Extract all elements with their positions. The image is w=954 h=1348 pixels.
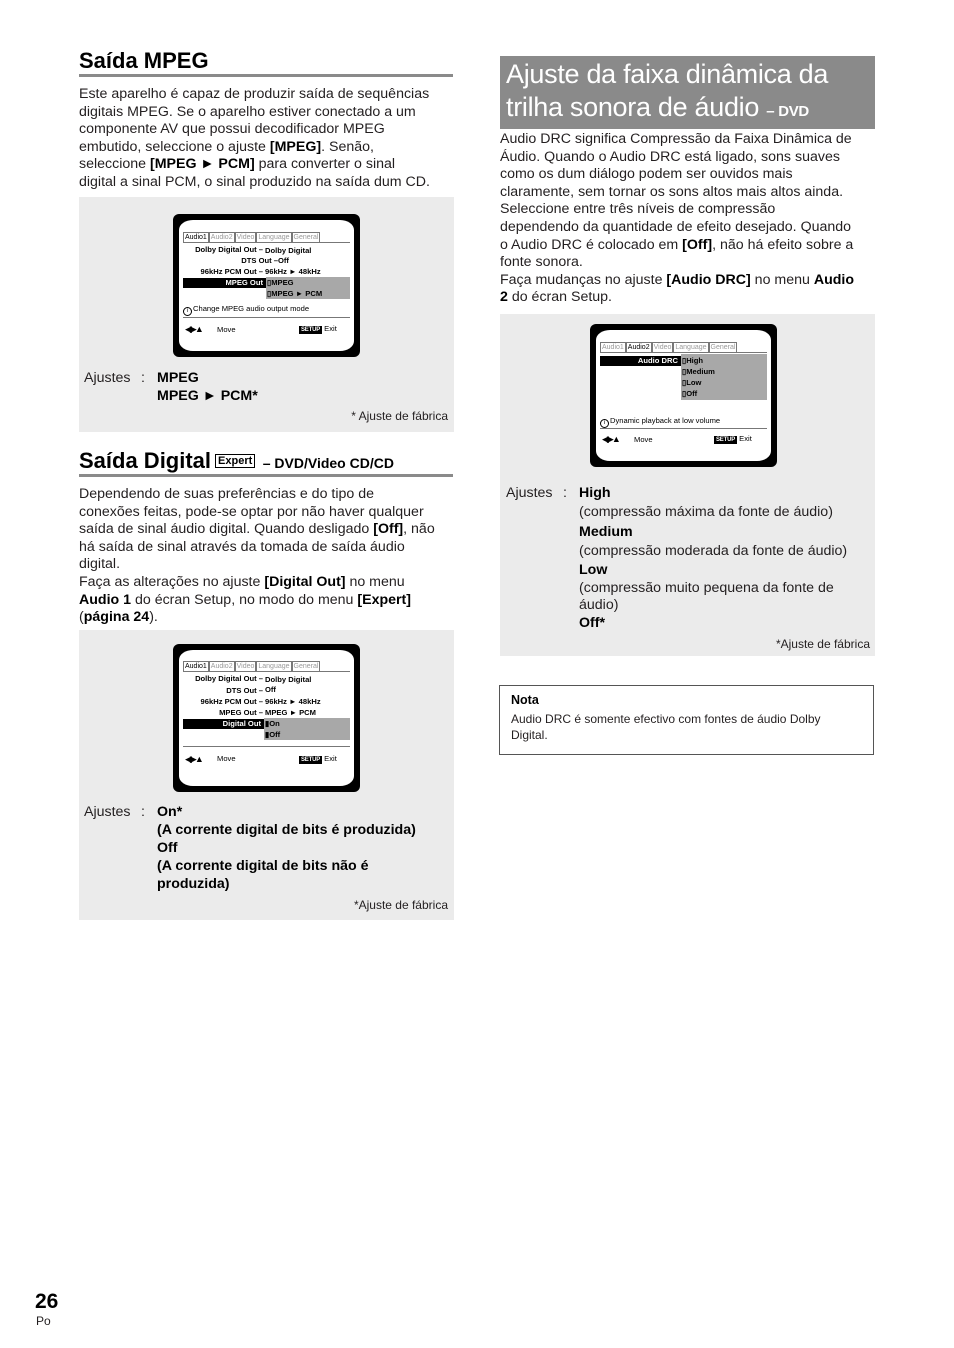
osd-tab-video: Video [236, 663, 255, 670]
ajustes-values [157, 369, 258, 405]
osd-row-value: Dolby Digital [265, 246, 312, 255]
note-text [511, 711, 866, 743]
osd-selected-item: Audio DRC [600, 356, 681, 366]
osd-row-value: MPEG ► PCM [265, 708, 316, 717]
drc-body-line: como os dum diálogo podem ser ouvidos mais [500, 166, 793, 183]
digital-section-title: Saída Digital [79, 448, 212, 473]
setting-value: Off [157, 840, 178, 856]
drc-body-line: Faça mudanças no ajuste [Audio DRC] no menu Audio [500, 271, 855, 288]
osd-tab-audio2: Audio2 [210, 234, 233, 241]
osd-divider [183, 317, 350, 318]
osd-option: ▯Off [682, 389, 698, 398]
osd-exit-hint [299, 754, 337, 764]
osd-option-label: Low [686, 378, 702, 387]
arrow-keys-icon: ◀▶▲ [185, 324, 202, 334]
setting-value: Low [579, 562, 608, 579]
osd-row-value: 96kHz ► 48kHz [265, 267, 321, 276]
setup-key-icon: SETUP [716, 437, 736, 443]
digital-settings-panel [79, 630, 454, 920]
setting-value: Off* [579, 615, 606, 632]
osd-info [183, 304, 309, 316]
drc-body-line: Seleccione entre três níveis de compressão [500, 201, 776, 218]
drc-title-banner [500, 56, 875, 129]
ajustes-label: Ajustes [84, 804, 131, 820]
setting-description: áudio) [579, 597, 619, 614]
osd-tab-audio1: Audio1 [602, 344, 624, 351]
osd-option-label: MPEG [271, 278, 294, 287]
mpeg-tv-screen [173, 214, 360, 357]
mpeg-settings-panel [79, 197, 454, 432]
note-line: Digital. [511, 728, 548, 742]
osd-move-label: Move [634, 435, 653, 444]
osd-tab-general: General [710, 344, 736, 351]
osd-divider [600, 428, 767, 429]
osd-tab-bar [183, 232, 320, 242]
osd-option: ▯High [682, 356, 704, 365]
setting-value: Medium [579, 523, 633, 540]
osd-row-label: 96kHz PCM Out – [200, 267, 263, 276]
setup-key-icon: SETUP [301, 757, 321, 763]
ajustes-colon: : [141, 804, 145, 820]
osd-exit-label: Exit [324, 754, 337, 763]
osd-row-label: MPEG Out – [219, 708, 263, 717]
mpeg-body-line: componente AV que possui decodificador MPEG [79, 121, 385, 138]
drc-body-line: claramente, sem tornar os sons altos mais altos ainda. [500, 183, 844, 200]
osd-option-label: On [269, 719, 280, 728]
note-box [499, 685, 874, 755]
osd-info-text: Dynamic playback at low volume [610, 416, 721, 425]
setting-value: MPEG [157, 370, 199, 386]
mpeg-title-rule [79, 74, 453, 77]
osd-divider [600, 352, 767, 353]
osd-divider [183, 671, 350, 672]
osd-option-label: Medium [686, 367, 715, 376]
mpeg-section-title: Saída MPEG [79, 48, 209, 73]
setting-description: produzida) [157, 876, 230, 892]
osd-info [600, 416, 720, 428]
osd-row-label: 96kHz PCM Out – [200, 697, 263, 706]
info-icon: i [183, 307, 192, 316]
setting-value: High [579, 485, 611, 501]
osd-row-value: Dolby Digital [265, 675, 312, 684]
osd-exit-label: Exit [739, 434, 752, 443]
osd-tab-language: Language [675, 344, 707, 351]
setting-value: On* [157, 804, 183, 820]
ajustes-label: Ajustes [84, 370, 131, 386]
digital-body-line: Dependendo de suas preferências e do tipo de [79, 486, 375, 502]
drc-title-line: Ajuste da faixa dinâmica da [506, 59, 829, 89]
osd-row-label: Dolby Digital Out – [195, 674, 263, 683]
ajustes-label: Ajustes [506, 485, 553, 501]
digital-section-subtitle: – DVD/Video CD/CD [262, 455, 394, 471]
osd-tab-language: Language [258, 234, 290, 241]
osd-option: ▯Medium [682, 367, 715, 376]
digital-section-heading [79, 448, 394, 474]
mpeg-body-line: seleccione [MPEG ► PCM] para converter o sinal [79, 156, 396, 173]
osd-tab-bar [183, 661, 320, 671]
setting-description: (compressão máxima da fonte de áudio) [579, 504, 833, 521]
info-icon: i [600, 419, 609, 428]
mpeg-body-line: digitais MPEG. Se o aparelho estiver conectado a um [79, 103, 416, 120]
osd-row-value: Off [278, 256, 289, 265]
factory-default-note: * Ajuste de fábrica [351, 409, 448, 423]
osd-move-label: Move [217, 754, 236, 763]
drc-title-suffix: – DVD [766, 103, 809, 120]
osd-exit-hint [299, 324, 337, 334]
osd-tab-audio2: Audio2 [210, 663, 233, 670]
digital-body [79, 486, 459, 627]
osd-option: ▯MPEG [267, 278, 294, 287]
digital-body-line: digital. [79, 556, 121, 573]
osd-option-label: Off [269, 730, 281, 739]
note-line: Audio DRC é somente efectivo com fontes de áudio Dolby [511, 712, 821, 726]
osd-row-label: DTS Out – [226, 686, 263, 695]
mpeg-body-line: Este aparelho é capaz de produzir saída de sequências [79, 86, 430, 102]
osd-tab-audio1: Audio1 [185, 663, 207, 670]
osd-divider [183, 746, 350, 747]
osd-option-label: Off [686, 389, 698, 398]
osd-tab-audio1: Audio1 [185, 234, 207, 241]
osd-option: ▮On [265, 719, 280, 728]
osd-info-text: Change MPEG audio output mode [193, 304, 310, 313]
note-title: Nota [511, 693, 539, 707]
drc-body [500, 131, 880, 307]
osd-row-label: Dolby Digital Out – [195, 245, 263, 254]
osd-row-value: 96kHz ► 48kHz [265, 697, 321, 706]
osd-divider [183, 242, 350, 243]
osd-row-label: DTS Out – [241, 256, 278, 265]
drc-body-line: Audio DRC significa Compressão da Faixa Dinâmica de [500, 131, 852, 147]
digital-body-line: saída de sinal áudio digital. Quando desligado [Off], não [79, 521, 435, 538]
page-number: 26 [35, 1290, 59, 1313]
osd-tab-general: General [293, 234, 319, 241]
osd-option-label: High [686, 356, 704, 365]
setting-description: (compressão moderada da fonte de áudio) [579, 542, 848, 559]
mpeg-body [79, 86, 459, 192]
setup-key-icon: SETUP [301, 327, 321, 333]
osd-option: ▯MPEG ► PCM [267, 289, 323, 298]
digital-body-line: Audio 1 do écran Setup, no modo do menu [Expert] [79, 591, 412, 608]
mpeg-body-line: embutido, seleccione o ajuste [MPEG]. Senão, [79, 138, 374, 155]
mpeg-body-line: digital a sinal PCM, o sinal produzido na saída dum CD. [79, 173, 430, 190]
osd-move-label: Move [217, 325, 236, 334]
drc-title-line: trilha sonora de áudio [506, 92, 760, 122]
ajustes-values [579, 484, 847, 634]
osd-tab-video: Video [236, 234, 255, 241]
page-language-code: Po [36, 1314, 51, 1328]
osd-tab-audio2: Audio2 [627, 344, 650, 351]
drc-body-line: 2 do écran Setup. [500, 289, 613, 306]
drc-body-line: o Audio DRC é colocado em [Off], não há efeito sobre a [500, 236, 854, 253]
digital-body-line: há saída de sinal através da tomada de saída áudio [79, 538, 405, 555]
osd-tab-bar [600, 342, 737, 352]
ajustes-colon: : [141, 370, 145, 386]
drc-body-line: fonte sonora. [500, 254, 583, 271]
setting-description: (compressão muito pequena da fonte de [579, 580, 834, 597]
digital-body-line: Faça as alterações no ajuste [Digital Out] no menu [79, 573, 405, 590]
expert-badge: Expert [215, 454, 255, 468]
osd-exit-label: Exit [324, 324, 337, 333]
osd-exit-hint [714, 434, 752, 444]
osd-row-value: Off [265, 685, 276, 694]
drc-body-line: Áudio. Quando o Audio DRC está ligado, sons suaves [500, 148, 840, 165]
setting-description: (A corrente digital de bits não é [157, 858, 369, 874]
osd-selected-item: MPEG Out [183, 278, 266, 288]
factory-default-note: *Ajuste de fábrica [353, 898, 448, 912]
ajustes-colon: : [563, 485, 567, 501]
digital-body-line: conexões feitas, pode-se optar por não haver qualquer [79, 503, 424, 520]
arrow-keys-icon: ◀▶▲ [185, 754, 202, 764]
digital-body-line: (página 24). [79, 609, 158, 626]
ajustes-values [157, 803, 416, 893]
factory-default-note: *Ajuste de fábrica [775, 637, 870, 651]
drc-tv-screen [590, 324, 777, 467]
osd-option: ▯Low [682, 378, 702, 387]
digital-tv-screen [173, 644, 360, 792]
osd-tab-language: Language [258, 663, 290, 670]
osd-option: ▮Off [265, 730, 281, 739]
drc-body-line: dependendo da quantidade de efeito desejado. Quando [500, 218, 852, 235]
setting-value: MPEG ► PCM* [157, 388, 258, 404]
osd-option-label: MPEG ► PCM [271, 289, 323, 298]
drc-title [506, 58, 828, 128]
osd-tab-general: General [293, 663, 319, 670]
osd-tab-video: Video [653, 344, 672, 351]
drc-settings-panel [500, 314, 875, 656]
setting-description: (A corrente digital de bits é produzida) [157, 822, 416, 838]
digital-title-rule [79, 474, 453, 477]
arrow-keys-icon: ◀▶▲ [602, 434, 619, 444]
osd-selected-item: Digital Out [183, 719, 264, 729]
